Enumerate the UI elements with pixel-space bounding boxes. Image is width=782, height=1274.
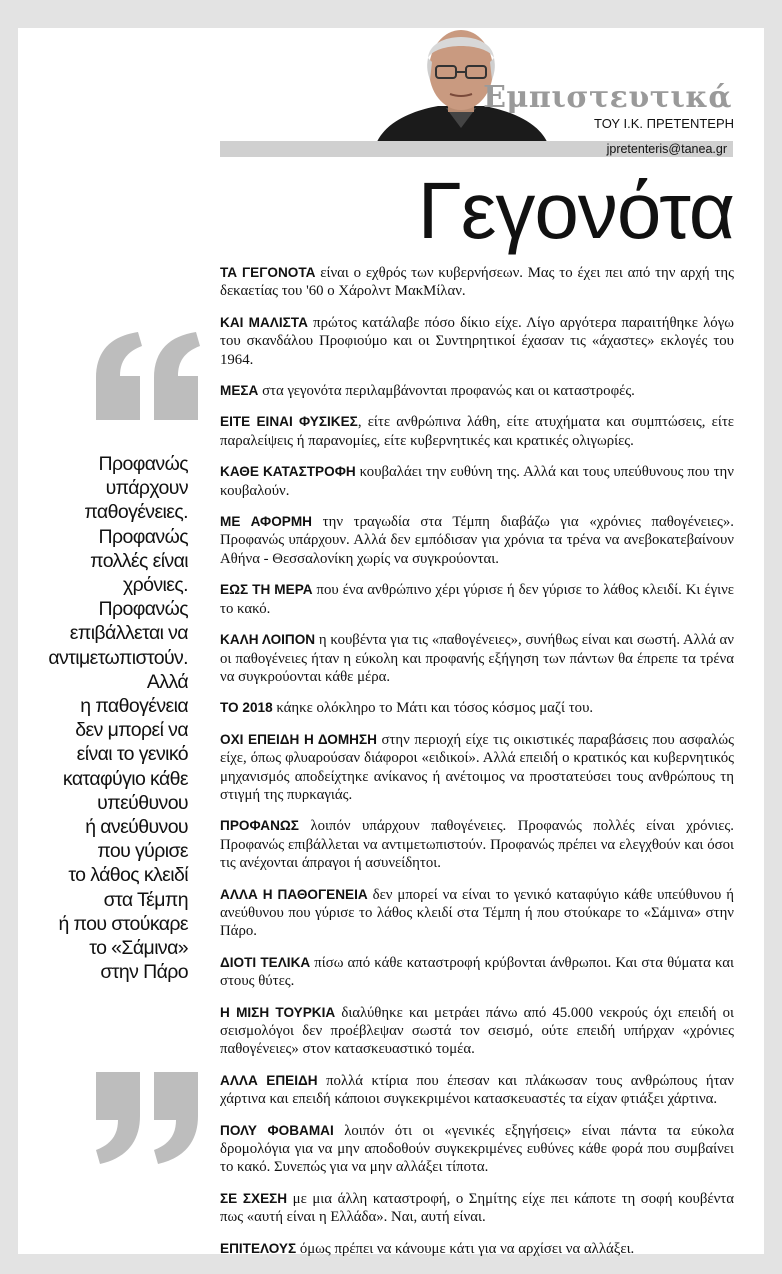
paragraph-text: , είτε ανθρώπινα λάθη, είτε ατυχήματα και συμπτώσεις, είτε παραλείψεις ή παρανομίες, είτε κυβερνητικές και κρατικές ολιγωρίες. bbox=[220, 414, 734, 449]
pull-quote-line: υπεύθυνου bbox=[97, 791, 188, 814]
pull-quote bbox=[40, 452, 188, 984]
paragraph bbox=[220, 1122, 734, 1177]
paragraph-text: με μια άλλη καταστροφή, ο Σημίτης είχε πει κάποτε τη σοφή κουβέντα πως «αυτή είναι η Ελλάδα». Ναι, αυτή είναι. bbox=[220, 1190, 734, 1226]
paragraph-text: στα γεγονότα περιλαμβάνονται προφανώς και οι καταστροφές. bbox=[258, 383, 635, 400]
paragraph-text: η κουβέντα για τις «παθογένειες», συνήθως είναι και σωστή. Αλλά αν οι παθογένειες ήταν η εύκολη και προφανής εξήγηση των πάντων θα έπρεπε τα τρένα να συγκρούονται κάθε μέρα. bbox=[220, 632, 734, 685]
paragraph-text: όμως πρέπει να κάνουμε κάτι για να αρχίσει να αλλάξει. bbox=[296, 1240, 635, 1257]
email-bar bbox=[220, 141, 733, 157]
paragraph-lead: ΚΑΛΗ ΛΟΙΠΟΝ bbox=[220, 632, 316, 648]
paragraph-text: στην περιοχή είχε τις οικιστικές παραβάσεις που ασφαλώς είχε, όπως φλυαρούσαν διάφοροι «ειδικοί». Αλλά επειδή ο κρατικός και κυβερνητικός μηχανισμός αποδείχτηκε ανίκανος ή ανέτοιμος να προστατεύσει τους ανθρώπους τη στιγμή της πυρκαγιάς. bbox=[220, 731, 734, 803]
paragraph-text: είναι ο εχθρός των κυβερνήσεων. Μας το έχει πει από την αρχή της δεκαετίας του '60 ο Χάρολντ ΜακΜίλαν. bbox=[220, 265, 735, 300]
pull-quote-line: καταφύγιο κάθε bbox=[62, 767, 188, 790]
paragraph-lead: ΠΡΟΦΑΝΩΣ bbox=[220, 818, 299, 834]
pull-quote-line: παθογένειες. bbox=[84, 501, 188, 524]
byline: ΤΟΥ Ι.Κ. ΠΡΕΤΕΝΤΕΡΗ bbox=[594, 116, 734, 131]
paragraph-lead: ΣΕ ΣΧΕΣΗ bbox=[220, 1190, 288, 1206]
paragraph bbox=[220, 699, 734, 717]
pull-quote-line: πολλές είναι bbox=[90, 549, 188, 572]
paragraph-lead: ΚΑΘΕ ΚΑΤΑΣΤΡΟΦΗ bbox=[220, 464, 356, 480]
paragraph-text: που ένα ανθρώπινο χέρι γύρισε ή δεν γύρισε το λάθος κλειδί. Κι έγινε το κακό. bbox=[220, 582, 734, 617]
paragraph bbox=[220, 581, 734, 618]
paragraph-lead: ΚΑΙ ΜΑΛΙΣΤΑ bbox=[220, 314, 308, 330]
paragraph bbox=[220, 1004, 734, 1059]
pull-quote-line: το «Σάμινα» bbox=[89, 937, 188, 960]
pull-quote-line: στην Πάρο bbox=[100, 961, 188, 984]
pull-quote-line: χρόνιες. bbox=[123, 574, 188, 597]
pull-quote-line: είναι το γενικό bbox=[76, 743, 188, 766]
paragraph bbox=[220, 264, 734, 301]
paragraph-text: πολλά κτίρια που έπεσαν και πλάκωσαν τους ανθρώπους ήταν χάρτινα και επειδή κάποιοι συγκεκριμένοι κατασκευαστές τα είχαν φτιάξει χάρτινα. bbox=[220, 1072, 734, 1108]
pull-quote-line: αντιμετωπιστούν. bbox=[48, 646, 188, 669]
pull-quote-line: το λάθος κλειδί bbox=[68, 864, 188, 887]
paragraph bbox=[220, 1240, 734, 1258]
paragraph bbox=[220, 631, 734, 686]
pull-quote-line: στα Τέμπη bbox=[103, 888, 188, 911]
paragraph-text: πρώτος κατάλαβε πόσο δίκιο είχε. Λίγο αργότερα παραιτήθηκε λόγω του σκανδάλου Προφιούμο και οι Συντηρητικοί έχασαν τις «άχαστες» εκλογές του 1964. bbox=[220, 314, 734, 368]
pull-quote-line: Προφανώς bbox=[98, 525, 188, 548]
column-name: Εμπιστευτικά bbox=[483, 80, 732, 115]
paragraph-text: λοιπόν υπάρχουν παθογένειες. Προφανώς πολλές είναι χρόνιες. Προφανώς επιβάλλεται να αντιμετωπιστούν. Προφανώς πρέπει να ελεγχθούν και όσοι τις ανέχονται άπραγοι ή ασυνείδητοι. bbox=[220, 818, 734, 872]
paragraph bbox=[220, 413, 734, 450]
paragraph-text: την τραγωδία στα Τέμπη διαβάζω για «χρόνιες παθογένειες». Προφανώς υπάρχουν. Αλλά δεν εμπόδισαν για χρόνια τα τρένα να ανεβοκατεβαίνουν Αθήνα - Θεσσαλονίκη χωρίς να συγκρούονται. bbox=[220, 514, 734, 567]
close-quote-icon bbox=[88, 1068, 208, 1168]
pull-quote-line: ή ανεύθυνου bbox=[85, 816, 188, 839]
pull-quote-line: δεν μπορεί να bbox=[75, 719, 188, 742]
pull-quote-line: Προφανώς bbox=[98, 598, 188, 621]
paragraph-lead: ΕΩΣ ΤΗ ΜΕΡΑ bbox=[220, 582, 313, 598]
paragraph-lead: ΤΑ ΓΕΓΟΝΟΤΑ bbox=[220, 265, 316, 280]
paragraph bbox=[220, 1072, 734, 1109]
paragraph-lead: ΕΙΤΕ ΕΙΝΑΙ ΦΥΣΙΚΕΣ bbox=[220, 414, 358, 430]
paragraph-lead: ΑΛΛΑ Η ΠΑΘΟΓΕΝΕΙΑ bbox=[220, 886, 368, 902]
paragraph bbox=[220, 382, 734, 400]
paragraph bbox=[220, 886, 734, 941]
pull-quote-line: Αλλά bbox=[146, 670, 188, 693]
pull-quote-line: Προφανώς bbox=[98, 453, 188, 475]
paragraph bbox=[220, 731, 734, 805]
paragraph bbox=[220, 954, 734, 991]
paragraph bbox=[220, 513, 734, 568]
paragraph-lead: ΔΙΟΤΙ ΤΕΛΙΚΑ bbox=[220, 954, 311, 970]
paragraph-lead: ΑΛΛΑ ΕΠΕΙΔΗ bbox=[220, 1072, 318, 1088]
pull-quote-line: επιβάλλεται να bbox=[69, 622, 188, 645]
paragraph-lead: Η ΜΙΣΗ ΤΟΥΡΚΙΑ bbox=[220, 1004, 336, 1020]
paragraph bbox=[220, 1190, 734, 1227]
pull-quote-line: υπάρχουν bbox=[105, 477, 188, 500]
headline: Γεγονότα bbox=[417, 166, 734, 255]
open-quote-icon bbox=[88, 328, 208, 428]
pull-quote-line: που γύρισε bbox=[97, 840, 188, 863]
paragraph-lead: ΜΕ ΑΦΟΡΜΗ bbox=[220, 514, 312, 530]
paragraph-lead: ΜΕΣΑ bbox=[220, 383, 259, 399]
paragraph-text: κουβαλάει την ευθύνη της. Αλλά και τους υπεύθυνους που την κουβαλούν. bbox=[220, 464, 734, 499]
paragraph-lead: ΕΠΙΤΕΛΟΥΣ bbox=[220, 1240, 297, 1256]
paragraph bbox=[220, 817, 734, 872]
paragraph-text: διαλύθηκε και μετράει πάνω από 45.000 νεκρούς όχι επειδή οι σεισμολόγοι δεν προέβλεψαν σωστά τον σεισμό, ούτε επειδή υπήρχαν «χρόνιες παθογένειες» στον κατασκευαστικό τομέα. bbox=[220, 1004, 734, 1058]
paragraph-text: λοιπόν ότι οι «γενικές εξηγήσεις» είναι πάντα τα εύκολα δρομολόγια για να μην αποδοθούν συγκεκριμένες ευθύνες κάθε φορά που συμβαίνει το κακό. Συνεπώς για να μην αλλάξει τίποτα. bbox=[220, 1122, 735, 1176]
paragraph-text: δεν μπορεί να είναι το γενικό καταφύγιο κάθε υπεύθυνου ή ανεύθυνου που γύρισε το λάθος κλειδί στα Τέμπη ή που στούκαρε το «Σάμινα» στην Πάρο. bbox=[220, 886, 734, 940]
paragraph bbox=[220, 463, 734, 500]
article-page bbox=[18, 28, 764, 1257]
author-email: jpretenteris@tanea.gr bbox=[606, 142, 727, 156]
article-body bbox=[220, 264, 734, 1271]
paragraph-lead: ΟΧΙ ΕΠΕΙΔΗ Η ΔΟΜΗΣΗ bbox=[220, 731, 377, 747]
paragraph-text: κάηκε ολόκληρο το Μάτι και τόσος κόσμος μαζί του. bbox=[272, 700, 594, 717]
paragraph-lead: ΠΟΛΥ ΦΟΒΑΜΑΙ bbox=[220, 1122, 334, 1138]
paragraph-lead: ΤΟ 2018 bbox=[220, 700, 273, 716]
pull-quote-line: ή που στούκαρε bbox=[58, 912, 188, 935]
pull-quote-line: η παθογένεια bbox=[80, 695, 188, 718]
paragraph-text: πίσω από κάθε καταστροφή κρύβονται άνθρωποι. Και στα θύματα και στους θύτες. bbox=[220, 954, 735, 990]
paragraph bbox=[220, 314, 734, 369]
